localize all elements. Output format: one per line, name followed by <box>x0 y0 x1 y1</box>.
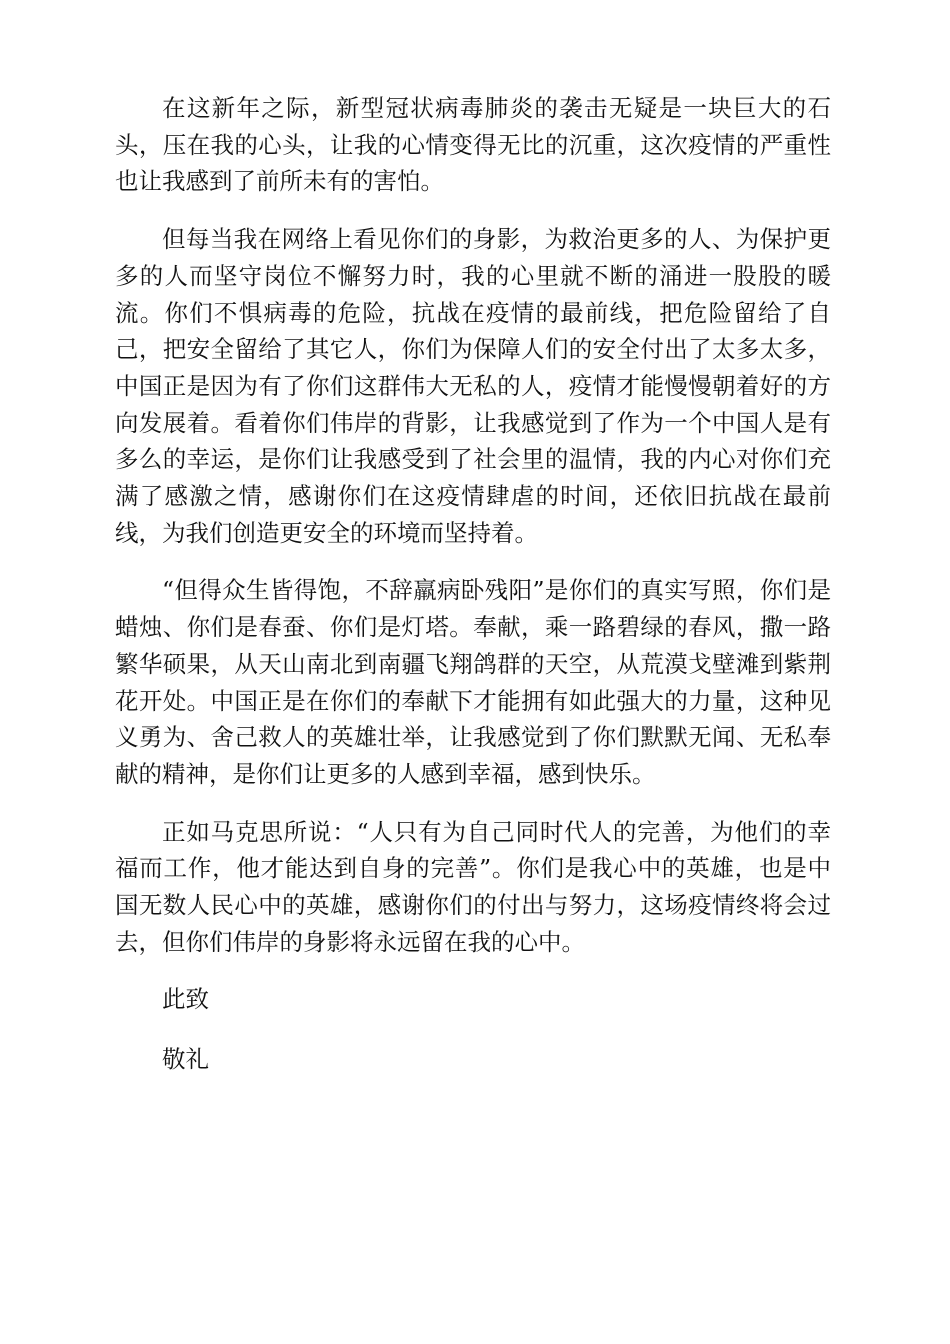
closing-salutation: 此致 <box>162 985 209 1014</box>
paragraph-4: 正如马克思所说：“人只有为自己同时代人的完善，为他们的幸福而工作，他才能达到自身的完善”。你们是我心中的英雄，也是中国无数人民心中的英雄，感谢你们的付出与努力，这场疫情终将会过去，但你们伟岸的身影将永远留在我的心中。 <box>115 817 831 956</box>
letter-body <box>115 90 831 1101</box>
paragraph-2: 但每当我在网络上看见你们的身影，为救治更多的人、为保护更多的人而坚守岗位不懈努力时，我的心里就不断的涌进一股股的暖流。你们不惧病毒的危险，抗战在疫情的最前线，把危险留给了自己，把安全留给了其它人，你们为保障人们的安全付出了太多太多，中国正是因为有了你们这群伟大无私的人，疫情才能慢慢朝着好的方向发展着。看着你们伟岸的背影，让我感觉到了作为一个中国人是有多么的幸运，是你们让我感受到了社会里的温情，我的内心对你们充满了感激之情，感谢你们在这疫情肆虐的时间，还依旧抗战在最前线，为我们创造更安全的环境而坚持着。 <box>115 225 831 547</box>
closing-regards: 敬礼 <box>162 1045 209 1074</box>
paragraph-1: 在这新年之际，新型冠状病毒肺炎的袭击无疑是一块巨大的石头，压在我的心头，让我的心情变得无比的沉重，这次疫情的严重性也让我感到了前所未有的害怕。 <box>115 94 831 196</box>
paragraph-3: “但得众生皆得饱，不辞羸病卧残阳”是你们的真实写照，你们是蜡烛、你们是春蚕、你们是灯塔。奉献，乘一路碧绿的春风，撒一路繁华硕果，从天山南北到南疆飞翔鸽群的天空，从荒漠戈壁滩到紫荆花开处。中国正是在你们的奉献下才能拥有如此强大的力量，这种见义勇为、舍己救人的英雄壮举，让我感觉到了你们默默无闻、无私奉献的精神，是你们让更多的人感到幸福，感到快乐。 <box>115 576 831 788</box>
